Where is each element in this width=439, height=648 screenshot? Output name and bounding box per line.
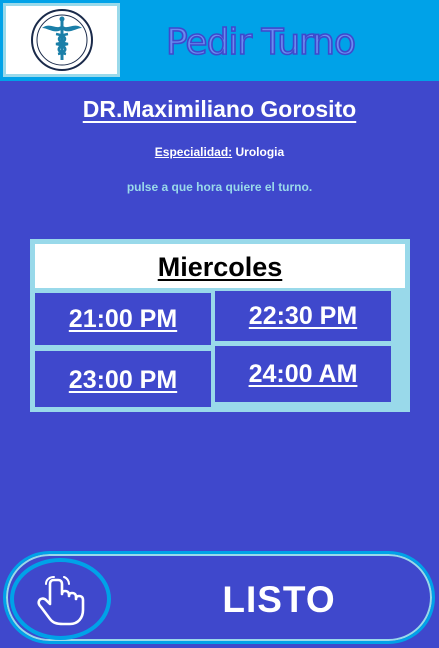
time-slot-button[interactable]: 24:00 AM [215,346,391,402]
time-slot-button[interactable]: 22:30 PM [215,291,391,341]
app-header [0,0,439,81]
logo [3,3,120,77]
time-slot-button[interactable]: 23:00 PM [35,351,211,407]
caduceus-icon [30,8,94,72]
page-title: Pedir Turno [166,22,356,63]
time-slot-button[interactable]: 21:00 PM [35,293,211,345]
specialty-line [0,145,439,159]
pointing-hand-icon [36,576,88,626]
hand-icon-circle [10,558,111,640]
doctor-name: DR.Maximiliano Gorosito [82,96,357,122]
listo-label: LISTO [222,579,336,620]
schedule-table [30,239,410,412]
listo-button[interactable] [3,551,435,644]
day-header: Miercoles [35,244,405,288]
specialty-value: Urologia [235,145,285,159]
specialty-label: Especialidad: [154,145,233,159]
instruction-text: pulse a que hora quiere el turno. [126,180,313,194]
